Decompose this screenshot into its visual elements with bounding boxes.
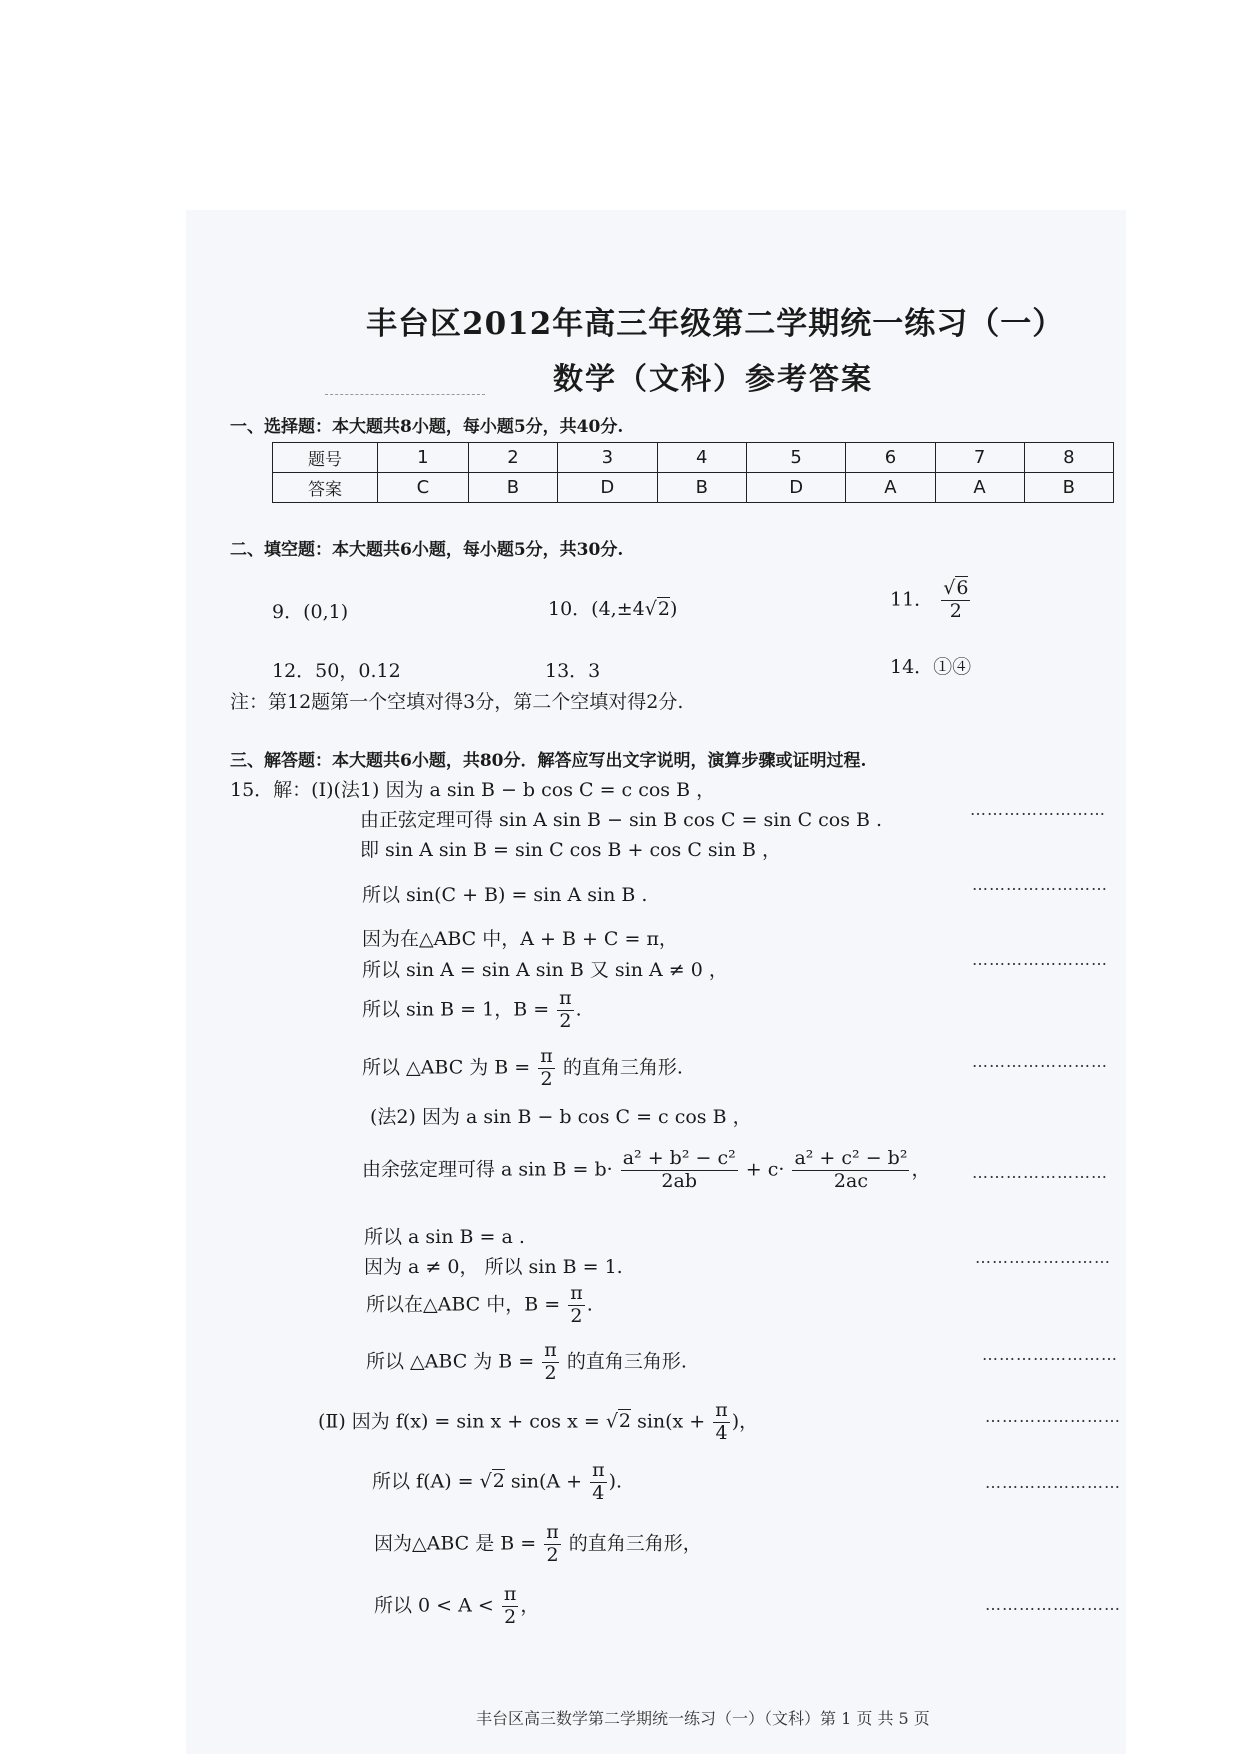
answer-q14: 14．①④: [890, 656, 972, 678]
section2-heading: 二、填空题：本大题共6小题，每小题5分，共30分.: [230, 540, 624, 560]
fraction: $\frac{\pi}{4}$: [715, 1399, 728, 1444]
fraction: $\frac{\text{a² + c² − b²}}{2ac}$: [794, 1147, 908, 1192]
table-cell: B: [1024, 473, 1113, 503]
table-cell: 7: [935, 443, 1024, 473]
solution-line: 所以 a sin B = a .: [364, 1226, 525, 1248]
solution-line: 所以 f(A) = √2 sin(A + $\frac{\pi}{4}$ ).: [372, 1459, 623, 1504]
solution-line: 因为 a ≠ 0， 所以 sin B = 1.: [364, 1256, 623, 1278]
table-cell: 8: [1024, 443, 1113, 473]
score-dots: ……………………: [985, 1407, 1121, 1426]
score-dots: ……………………: [972, 875, 1108, 894]
score-dots: ……………………: [985, 1595, 1121, 1614]
table-cell: A: [846, 473, 935, 503]
score-dots: ……………………: [970, 800, 1106, 819]
answer-table: [272, 442, 1114, 503]
table-cell: 6: [846, 443, 935, 473]
score-dots: ……………………: [985, 1473, 1121, 1492]
solution-line: 所以 △ABC 为 B = $\frac{\pi}{2}$ 的直角三角形.: [366, 1339, 687, 1384]
row-label: 答案: [273, 473, 378, 503]
score-dots: ……………………: [982, 1345, 1118, 1364]
fraction: $\frac{\pi}{2}$: [559, 987, 572, 1032]
solution-line: 因为在△ABC 中，A + B + C = π，: [362, 928, 678, 950]
answer-q12: 12．50，0.12: [272, 660, 401, 682]
fraction: $\frac{\pi}{4}$: [592, 1459, 605, 1504]
solution-line: 因为△ABC 是 B = $\frac{\pi}{2}$ 的直角三角形，: [374, 1521, 702, 1566]
fraction: $\frac{\pi}{2}$: [546, 1521, 559, 1566]
solution-line: 15．解：(Ⅰ)(法1) 因为 a sin B − b cos C = c cos B ，: [230, 779, 716, 801]
solution-line: 由正弦定理可得 sin A sin B − sin B cos C = sin C cos B .: [360, 809, 883, 831]
score-dots: ……………………: [975, 1248, 1111, 1267]
fraction: $\frac{√6}{2}$: [943, 577, 969, 622]
page-subtitle: 数学（文科）参考答案: [553, 362, 873, 397]
divider: [325, 394, 485, 395]
table-cell: 1: [378, 443, 469, 473]
fraction: $\frac{\pi}{2}$: [544, 1339, 557, 1384]
table-cell: A: [935, 473, 1024, 503]
solution-line: 所以 sin A = sin A sin B 又 sin A ≠ 0 ，: [362, 959, 728, 981]
table-cell: D: [746, 473, 845, 503]
page-title: 丰台区2012年高三年级第二学期统一练习（一）: [366, 306, 1065, 342]
answer-q13: 13．3: [545, 660, 601, 682]
solution-line: (法2) 因为 a sin B − b cos C = c cos B ，: [370, 1106, 752, 1128]
fraction: $\frac{\pi}{2}$: [570, 1282, 583, 1327]
solution-line: 所以在△ABC 中，B = $\frac{\pi}{2}$ .: [366, 1282, 593, 1327]
table-row: [273, 473, 1114, 503]
table-cell: 4: [657, 443, 746, 473]
score-dots: ……………………: [972, 1052, 1108, 1071]
solution-line: (Ⅱ) 因为 f(x) = sin x + cos x = √2 sin(x + $\frac{\pi}{4}$ )，: [318, 1399, 759, 1444]
table-cell: D: [558, 473, 657, 503]
note: 注：第12题第一个空填对得3分，第二个空填对得2分.: [230, 691, 684, 713]
fraction: $\frac{\pi}{2}$: [503, 1583, 517, 1628]
row-label: 题号: [273, 443, 378, 473]
table-cell: C: [378, 473, 469, 503]
score-dots: ……………………: [972, 950, 1108, 969]
table-cell: 5: [746, 443, 845, 473]
solution-line: 由余弦定理可得 a sin B = b· $\frac{\text{a² + b² − c²}}{2ab}$ + c· $\frac{\text{a² + c² − b²}}{2ac}$ ，: [362, 1147, 931, 1192]
table-cell: B: [468, 473, 557, 503]
page-footer: 丰台区高三数学第二学期统一练习（一）（文科）第 1 页 共 5 页: [476, 1709, 930, 1728]
table-cell: 2: [468, 443, 557, 473]
table-row: [273, 443, 1114, 473]
fraction: $\frac{\pi}{2}$: [540, 1045, 553, 1090]
section1-heading: 一、选择题：本大题共8小题，每小题5分，共40分.: [230, 417, 624, 437]
section3-heading: 三、解答题：本大题共6小题，共80分．解答应写出文字说明，演算步骤或证明过程.: [230, 751, 867, 771]
solution-line: 所以 sin(C + B) = sin A sin B .: [362, 884, 648, 906]
table-cell: B: [657, 473, 746, 503]
solution-line: 所以 sin B = 1，B = $\frac{\pi}{2}$ .: [362, 987, 582, 1032]
answer-q9: 9．(0,1): [272, 601, 349, 623]
solution-line: 所以 0 < A < $\frac{\pi}{2}$ ，: [374, 1583, 540, 1628]
fraction: $\frac{\text{a² + b² − c²}}{2ab}$: [622, 1147, 736, 1192]
answer-q11: 11． $\frac{√6}{2}$: [890, 577, 969, 622]
solution-line: 即 sin A sin B = sin C cos B + cos C sin B ，: [360, 839, 782, 861]
answer-q10: 10．(4,±4√2): [548, 598, 678, 620]
score-dots: ……………………: [972, 1163, 1108, 1182]
solution-line: 所以 △ABC 为 B = $\frac{\pi}{2}$ 的直角三角形.: [362, 1045, 683, 1090]
table-cell: 3: [558, 443, 657, 473]
